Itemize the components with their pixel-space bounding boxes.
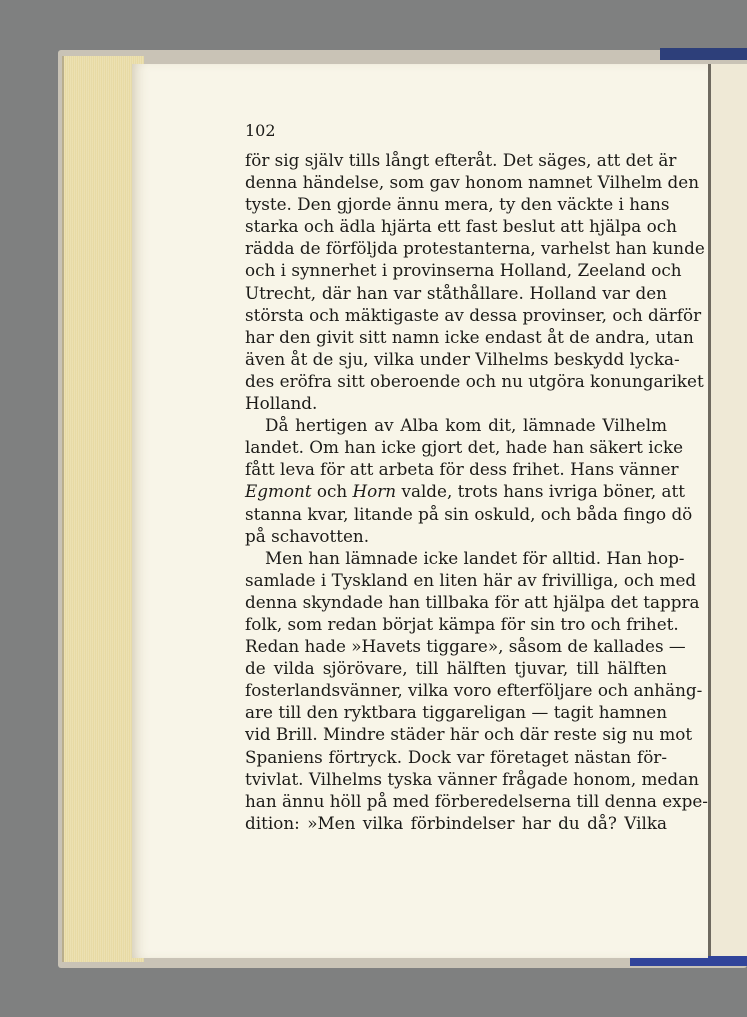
text-line: fått leva för att arbeta för dess frihet. Hans vänner <box>245 459 679 480</box>
text-line: tyste. Den gjorde ännu mera, ty den väckte i hans <box>245 194 670 215</box>
text-line: tvivlat. Vilhelms tyska vänner frågade honom, medan <box>245 768 699 789</box>
name-horn: Horn <box>352 481 397 502</box>
text-line: Utrecht, där han var ståthållare. Holland var den <box>245 282 667 303</box>
text-line: för sig själv tills långt efteråt. Det säges, att det är <box>245 150 677 170</box>
text-line: dition: »Men vilka förbindelser har du då? Vilka <box>245 812 667 833</box>
text-line: Holland. <box>245 393 318 414</box>
text-line: har den givit sitt namn icke endast åt de andra, utan <box>245 326 694 347</box>
text-line: are till den ryktbara tiggareligan — tagit hamnen <box>245 702 667 723</box>
page-number: 102 <box>245 121 276 140</box>
text-line: landet. Om han icke gjort det, hade han säkert icke <box>245 437 684 458</box>
text-line: och i synnerhet i provinserna Holland, Zeeland och <box>245 260 682 281</box>
body-text <box>245 149 708 834</box>
text-line: Men han lämnade icke landet för alltid. Han hop- <box>265 547 685 568</box>
text-segment: och <box>311 481 353 502</box>
text-line <box>245 480 686 502</box>
text-line: Då hertigen av Alba kom dit, lämnade Vilhelm <box>265 415 667 436</box>
text-line: samlade i Tyskland en liten här av frivilliga, och med <box>245 569 697 590</box>
text-line: denna skyndade han tillbaka för att hjälpa det tappra <box>245 591 700 612</box>
text-line: de vilda sjörövare, till hälften tjuvar, till hälften <box>245 658 667 679</box>
facing-page-edge <box>708 64 747 956</box>
text-line: denna händelse, som gav honom namnet Vilhelm den <box>245 172 700 193</box>
text-line: Redan hade »Havets tiggare», såsom de kallades — <box>245 636 686 657</box>
text-line: på schavotten. <box>245 525 370 546</box>
text-line: största och mäktigaste av dessa provinser, och därför <box>245 304 702 325</box>
text-line: rädda de förföljda protestanterna, varhelst han kunde <box>245 238 705 259</box>
text-line: stanna kvar, litande på sin oskuld, och båda fingo dö <box>245 503 693 524</box>
text-line: starka och ädla hjärta ett fast beslut att hjälpa och <box>245 216 677 237</box>
name-egmont: Egmont <box>245 481 312 502</box>
text-line: vid Brill. Mindre städer här och där reste sig nu mot <box>245 724 693 745</box>
text-line: Spaniens förtryck. Dock var företaget nästan för- <box>245 746 667 767</box>
text-line: folk, som redan börjat kämpa för sin tro och frihet. <box>245 613 679 634</box>
text-line: han ännu höll på med förberedelserna till denna expe- <box>245 790 708 811</box>
text-line: des eröfra sitt oberoende och nu utgöra konungariket <box>245 370 704 391</box>
text-segment: valde, trots hans ivriga böner, att <box>396 481 686 502</box>
bookmark-ribbon-top <box>660 48 747 60</box>
text-line: även åt de sju, vilka under Vilhelms beskydd lycka- <box>245 348 680 369</box>
text-line: fosterlandsvänner, vilka voro efterföljare och anhäng- <box>245 680 703 701</box>
